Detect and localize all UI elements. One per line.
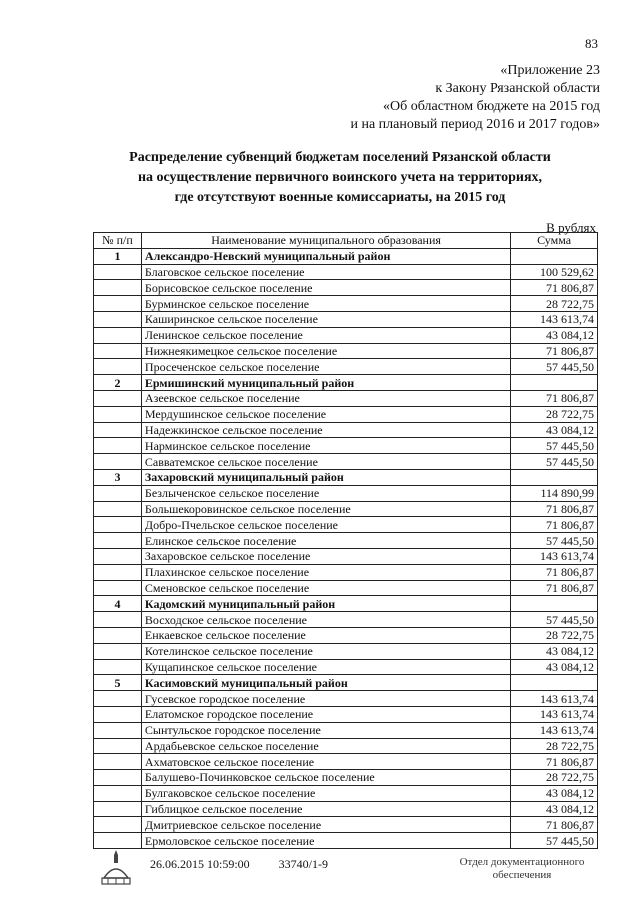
amount-cell: 143 613,74 bbox=[511, 548, 598, 564]
amount-cell: 71 806,87 bbox=[511, 390, 598, 406]
settlement-row bbox=[94, 422, 598, 438]
stamp-line-1: Отдел документационного bbox=[459, 856, 585, 868]
district-row bbox=[94, 375, 598, 391]
amount-cell: 43 084,12 bbox=[511, 422, 598, 438]
settlement-name: Добро-Пчельское сельское поселение bbox=[141, 517, 510, 533]
row-number bbox=[94, 785, 142, 801]
settlement-name: Большекоровинское сельское поселение bbox=[141, 501, 510, 517]
settlement-name: Ермоловское сельское поселение bbox=[141, 833, 510, 849]
row-number bbox=[94, 833, 142, 849]
table-body bbox=[94, 248, 598, 848]
settlement-row bbox=[94, 311, 598, 327]
amount-cell: 143 613,74 bbox=[511, 691, 598, 707]
row-number bbox=[94, 296, 142, 312]
title-line-3: где отсутствуют военные комиссариаты, на 2015 год bbox=[174, 190, 506, 205]
district-name: Захаровский муниципальный район bbox=[141, 469, 510, 485]
footer-info bbox=[150, 857, 354, 872]
appendix-line-1: «Приложение 23 bbox=[500, 63, 600, 78]
title-line-1: Распределение субвенций бюджетам поселений Рязанской области bbox=[129, 150, 551, 165]
settlement-name: Благовское сельское поселение bbox=[141, 264, 510, 280]
row-number bbox=[94, 659, 142, 675]
settlement-row bbox=[94, 833, 598, 849]
amount-cell: 28 722,75 bbox=[511, 738, 598, 754]
amount-cell: 114 890,99 bbox=[511, 485, 598, 501]
settlement-row bbox=[94, 643, 598, 659]
row-number: 2 bbox=[94, 375, 142, 391]
district-row bbox=[94, 248, 598, 264]
settlement-row bbox=[94, 706, 598, 722]
settlement-row bbox=[94, 770, 598, 786]
row-number bbox=[94, 738, 142, 754]
amount-cell: 43 084,12 bbox=[511, 659, 598, 675]
settlement-name: Елатомское городское поселение bbox=[141, 706, 510, 722]
row-number bbox=[94, 548, 142, 564]
appendix-header bbox=[350, 62, 600, 134]
row-number bbox=[94, 770, 142, 786]
settlement-name: Сынтульское городское поселение bbox=[141, 722, 510, 738]
settlement-row bbox=[94, 785, 598, 801]
row-number bbox=[94, 643, 142, 659]
row-number bbox=[94, 517, 142, 533]
subvention-table bbox=[93, 232, 598, 849]
settlement-row bbox=[94, 296, 598, 312]
amount-cell: 28 722,75 bbox=[511, 296, 598, 312]
settlement-row bbox=[94, 738, 598, 754]
settlement-row bbox=[94, 359, 598, 375]
settlement-name: Нижнеякимецкое сельское поселение bbox=[141, 343, 510, 359]
settlement-row bbox=[94, 722, 598, 738]
settlement-row bbox=[94, 580, 598, 596]
settlement-row bbox=[94, 627, 598, 643]
settlement-name: Бурминское сельское поселение bbox=[141, 296, 510, 312]
settlement-name: Каширинское сельское поселение bbox=[141, 311, 510, 327]
row-number: 4 bbox=[94, 596, 142, 612]
settlement-row bbox=[94, 691, 598, 707]
row-number bbox=[94, 533, 142, 549]
amount-cell: 57 445,50 bbox=[511, 438, 598, 454]
stamp-line-2: обеспечения bbox=[492, 869, 552, 881]
settlement-name: Просеченское сельское поселение bbox=[141, 359, 510, 375]
amount-cell: 71 806,87 bbox=[511, 564, 598, 580]
settlement-name: Ахматовское сельское поселение bbox=[141, 754, 510, 770]
amount-cell: 43 084,12 bbox=[511, 327, 598, 343]
amount-cell: 57 445,50 bbox=[511, 359, 598, 375]
units-label: В рублях bbox=[546, 220, 596, 235]
amount-cell: 57 445,50 bbox=[511, 833, 598, 849]
settlement-row bbox=[94, 564, 598, 580]
page-number: 83 bbox=[585, 36, 598, 51]
amount-cell: 100 529,62 bbox=[511, 264, 598, 280]
row-number bbox=[94, 817, 142, 833]
row-number bbox=[94, 327, 142, 343]
amount-cell: 57 445,50 bbox=[511, 533, 598, 549]
settlement-name: Гусевское городское поселение bbox=[141, 691, 510, 707]
amount-cell: 43 084,12 bbox=[511, 643, 598, 659]
district-name: Кадомский муниципальный район bbox=[141, 596, 510, 612]
footer-doc-number: 33740/1-9 bbox=[278, 857, 329, 871]
settlement-name: Восходское сельское поселение bbox=[141, 612, 510, 628]
settlement-name: Ленинское сельское поселение bbox=[141, 327, 510, 343]
row-number bbox=[94, 422, 142, 438]
row-number bbox=[94, 454, 142, 470]
settlement-name: Гиблицкое сельское поселение bbox=[141, 801, 510, 817]
settlement-name: Елинское сельское поселение bbox=[141, 533, 510, 549]
settlement-row bbox=[94, 343, 598, 359]
settlement-name: Балушево-Починковское сельское поселение bbox=[141, 770, 510, 786]
settlement-name: Азеевское сельское поселение bbox=[141, 390, 510, 406]
header-amount: Сумма bbox=[511, 233, 598, 249]
amount-cell bbox=[511, 469, 598, 485]
settlement-row bbox=[94, 612, 598, 628]
district-row bbox=[94, 675, 598, 691]
amount-cell: 43 084,12 bbox=[511, 785, 598, 801]
settlement-row bbox=[94, 327, 598, 343]
settlement-name: Нарминское сельское поселение bbox=[141, 438, 510, 454]
amount-cell: 71 806,87 bbox=[511, 817, 598, 833]
amount-cell: 28 722,75 bbox=[511, 406, 598, 422]
amount-cell: 71 806,87 bbox=[511, 754, 598, 770]
table-header-row bbox=[94, 233, 598, 249]
district-name: Ермишинский муниципальный район bbox=[141, 375, 510, 391]
amount-cell: 143 613,74 bbox=[511, 311, 598, 327]
settlement-name: Булгаковское сельское поселение bbox=[141, 785, 510, 801]
title-line-2: на осуществление первичного воинского учета на территориях, bbox=[137, 170, 543, 185]
amount-cell: 71 806,87 bbox=[511, 580, 598, 596]
amount-cell: 71 806,87 bbox=[511, 343, 598, 359]
row-number bbox=[94, 627, 142, 643]
settlement-name: Енкаевское сельское поселение bbox=[141, 627, 510, 643]
settlement-row bbox=[94, 754, 598, 770]
settlement-row bbox=[94, 817, 598, 833]
row-number bbox=[94, 438, 142, 454]
header-number: № п/п bbox=[94, 233, 142, 249]
appendix-line-4: и на плановый период 2016 и 2017 годов» bbox=[350, 117, 600, 132]
settlement-name: Котелинское сельское поселение bbox=[141, 643, 510, 659]
amount-cell: 43 084,12 bbox=[511, 801, 598, 817]
row-number bbox=[94, 390, 142, 406]
row-number bbox=[94, 722, 142, 738]
row-number bbox=[94, 706, 142, 722]
row-number bbox=[94, 564, 142, 580]
row-number bbox=[94, 485, 142, 501]
settlement-name: Сменовское сельское поселение bbox=[141, 580, 510, 596]
settlement-name: Надежкинское сельское поселение bbox=[141, 422, 510, 438]
amount-cell: 28 722,75 bbox=[511, 627, 598, 643]
settlement-row bbox=[94, 454, 598, 470]
department-stamp bbox=[452, 856, 592, 882]
row-number bbox=[94, 801, 142, 817]
settlement-row bbox=[94, 438, 598, 454]
settlement-row bbox=[94, 659, 598, 675]
settlement-row bbox=[94, 406, 598, 422]
district-row bbox=[94, 596, 598, 612]
settlement-row bbox=[94, 485, 598, 501]
amount-cell: 71 806,87 bbox=[511, 501, 598, 517]
amount-cell bbox=[511, 596, 598, 612]
amount-cell: 57 445,50 bbox=[511, 454, 598, 470]
amount-cell bbox=[511, 248, 598, 264]
settlement-name: Безлыченское сельское поселение bbox=[141, 485, 510, 501]
row-number: 5 bbox=[94, 675, 142, 691]
settlement-name: Кущапинское сельское поселение bbox=[141, 659, 510, 675]
amount-cell: 28 722,75 bbox=[511, 770, 598, 786]
settlement-row bbox=[94, 264, 598, 280]
settlement-name: Мердушинское сельское поселение bbox=[141, 406, 510, 422]
row-number: 1 bbox=[94, 248, 142, 264]
row-number bbox=[94, 311, 142, 327]
row-number bbox=[94, 612, 142, 628]
amount-cell bbox=[511, 675, 598, 691]
settlement-name: Дмитриевское сельское поселение bbox=[141, 817, 510, 833]
district-row bbox=[94, 469, 598, 485]
settlement-name: Ардабьевское сельское поселение bbox=[141, 738, 510, 754]
appendix-line-3: «Об областном бюджете на 2015 год bbox=[383, 99, 600, 114]
settlement-name: Савватемское сельское поселение bbox=[141, 454, 510, 470]
district-name: Александро-Невский муниципальный район bbox=[141, 248, 510, 264]
settlement-row bbox=[94, 280, 598, 296]
row-number bbox=[94, 691, 142, 707]
row-number: 3 bbox=[94, 469, 142, 485]
row-number bbox=[94, 406, 142, 422]
settlement-row bbox=[94, 390, 598, 406]
rzd-emblem-icon bbox=[98, 848, 134, 886]
settlement-row bbox=[94, 548, 598, 564]
amount-cell: 71 806,87 bbox=[511, 517, 598, 533]
settlement-row bbox=[94, 801, 598, 817]
row-number bbox=[94, 754, 142, 770]
amount-cell: 57 445,50 bbox=[511, 612, 598, 628]
settlement-row bbox=[94, 533, 598, 549]
appendix-line-2: к Закону Рязанской области bbox=[435, 81, 600, 96]
row-number bbox=[94, 343, 142, 359]
amount-cell: 71 806,87 bbox=[511, 280, 598, 296]
amount-cell: 143 613,74 bbox=[511, 706, 598, 722]
settlement-name: Борисовское сельское поселение bbox=[141, 280, 510, 296]
settlement-name: Захаровское сельское поселение bbox=[141, 548, 510, 564]
row-number bbox=[94, 264, 142, 280]
row-number bbox=[94, 280, 142, 296]
settlement-row bbox=[94, 517, 598, 533]
footer-datetime: 26.06.2015 10:59:00 bbox=[150, 857, 250, 871]
settlement-row bbox=[94, 501, 598, 517]
settlement-name: Плахинское сельское поселение bbox=[141, 564, 510, 580]
row-number bbox=[94, 501, 142, 517]
header-name: Наименование муниципального образования bbox=[141, 233, 510, 249]
document-title bbox=[80, 148, 600, 208]
row-number bbox=[94, 359, 142, 375]
row-number bbox=[94, 580, 142, 596]
amount-cell: 143 613,74 bbox=[511, 722, 598, 738]
amount-cell bbox=[511, 375, 598, 391]
district-name: Касимовский муниципальный район bbox=[141, 675, 510, 691]
